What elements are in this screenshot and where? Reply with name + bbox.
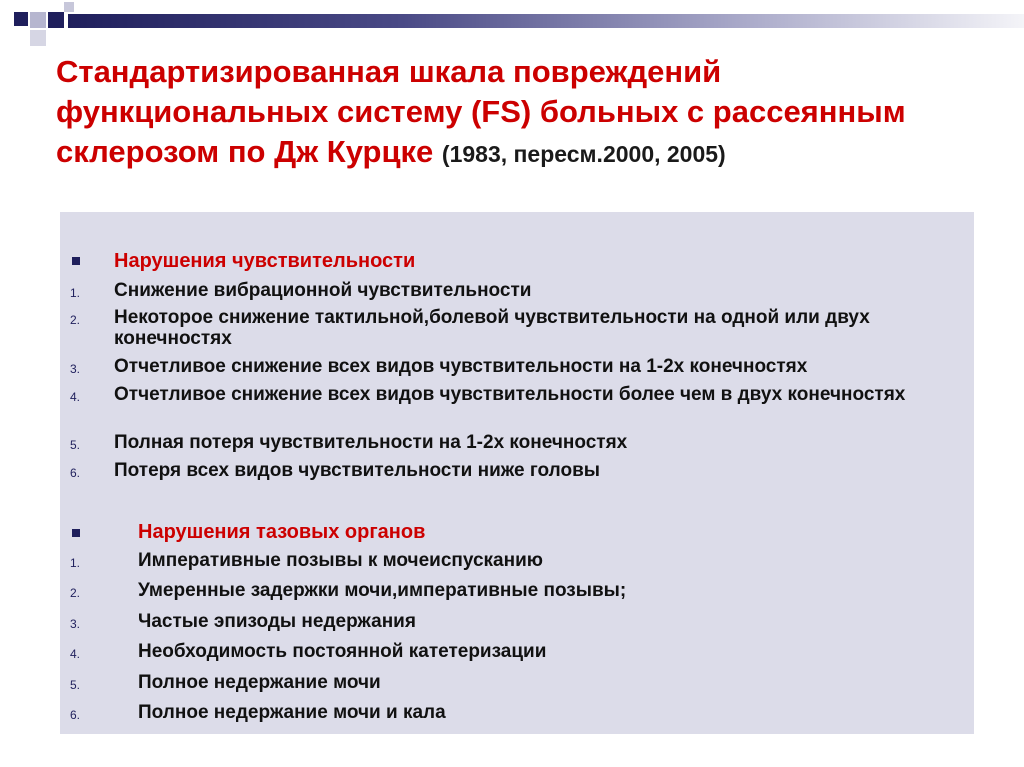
- decor-square-icon: [30, 12, 46, 28]
- list-item: [70, 307, 970, 349]
- section-heading-sensitivity: Нарушения чувствительности: [114, 250, 416, 272]
- decor-square-icon: [30, 30, 46, 46]
- list-text: Полная потеря чувствительности на 1-2х конечностях: [114, 432, 628, 453]
- list-item: [70, 280, 970, 301]
- list-number: 1.: [70, 556, 81, 570]
- list-text: Императивные позывы к мочеиспусканию: [138, 550, 543, 571]
- list-text: Снижение вибрационной чувствительности: [114, 280, 532, 301]
- list-item: [70, 611, 970, 632]
- list-text: Отчетливое снижение всех видов чувствительности на 1-2х конечностях: [114, 356, 808, 377]
- list-text: Частые эпизоды недержания: [138, 611, 416, 632]
- list-item: [70, 460, 970, 481]
- list-number: 4.: [70, 647, 81, 661]
- list-item: [70, 432, 970, 453]
- header-gradient-bar: [68, 14, 1024, 28]
- list-text: Отчетливое снижение всех видов чувствительности более чем в двух конечностях: [114, 384, 906, 405]
- list-text: Полное недержание мочи и кала: [138, 702, 446, 723]
- slide-title-main: Стандартизированная шкала повреждений функциональных систему (FS) больных с рассеянным склерозом по Дж Курцке: [56, 54, 906, 169]
- list-number: 1.: [70, 286, 81, 300]
- decor-square-icon: [64, 2, 74, 12]
- list-item: [70, 702, 970, 723]
- list-number: 3.: [70, 362, 81, 376]
- list-text: Необходимость постоянной катетеризации: [138, 641, 547, 662]
- slide-title: [56, 52, 996, 174]
- list-text: Полное недержание мочи: [138, 672, 381, 693]
- list-number: 6.: [70, 708, 81, 722]
- list-text: Некоторое снижение тактильной,болевой чувствительности на одной или двух конечностях: [114, 307, 870, 349]
- list-number: 3.: [70, 617, 81, 631]
- list-number: 5.: [70, 678, 81, 692]
- list-number: 4.: [70, 390, 81, 404]
- list-item: [70, 384, 970, 405]
- slide-title-dates: (1983, пересм.2000, 2005): [441, 141, 726, 167]
- section-heading-pelvic: Нарушения тазовых органов: [138, 521, 426, 543]
- list-item: [70, 580, 970, 601]
- list-item: [70, 356, 970, 377]
- list-item: [70, 672, 970, 693]
- list-number: 2.: [70, 586, 81, 600]
- section-bullet-icon: [72, 257, 80, 265]
- decor-square-icon: [14, 30, 28, 44]
- list-text: Умеренные задержки мочи,императивные позывы;: [138, 580, 627, 601]
- list-item: [70, 641, 970, 662]
- list-item: [70, 550, 970, 571]
- decor-square-icon: [48, 12, 64, 28]
- list-number: 5.: [70, 438, 81, 452]
- list-text: Потеря всех видов чувствительности ниже головы: [114, 460, 600, 481]
- list-number: 6.: [70, 466, 81, 480]
- list-number: 2.: [70, 313, 81, 327]
- decor-square-icon: [14, 12, 28, 26]
- section-bullet-icon: [72, 529, 80, 537]
